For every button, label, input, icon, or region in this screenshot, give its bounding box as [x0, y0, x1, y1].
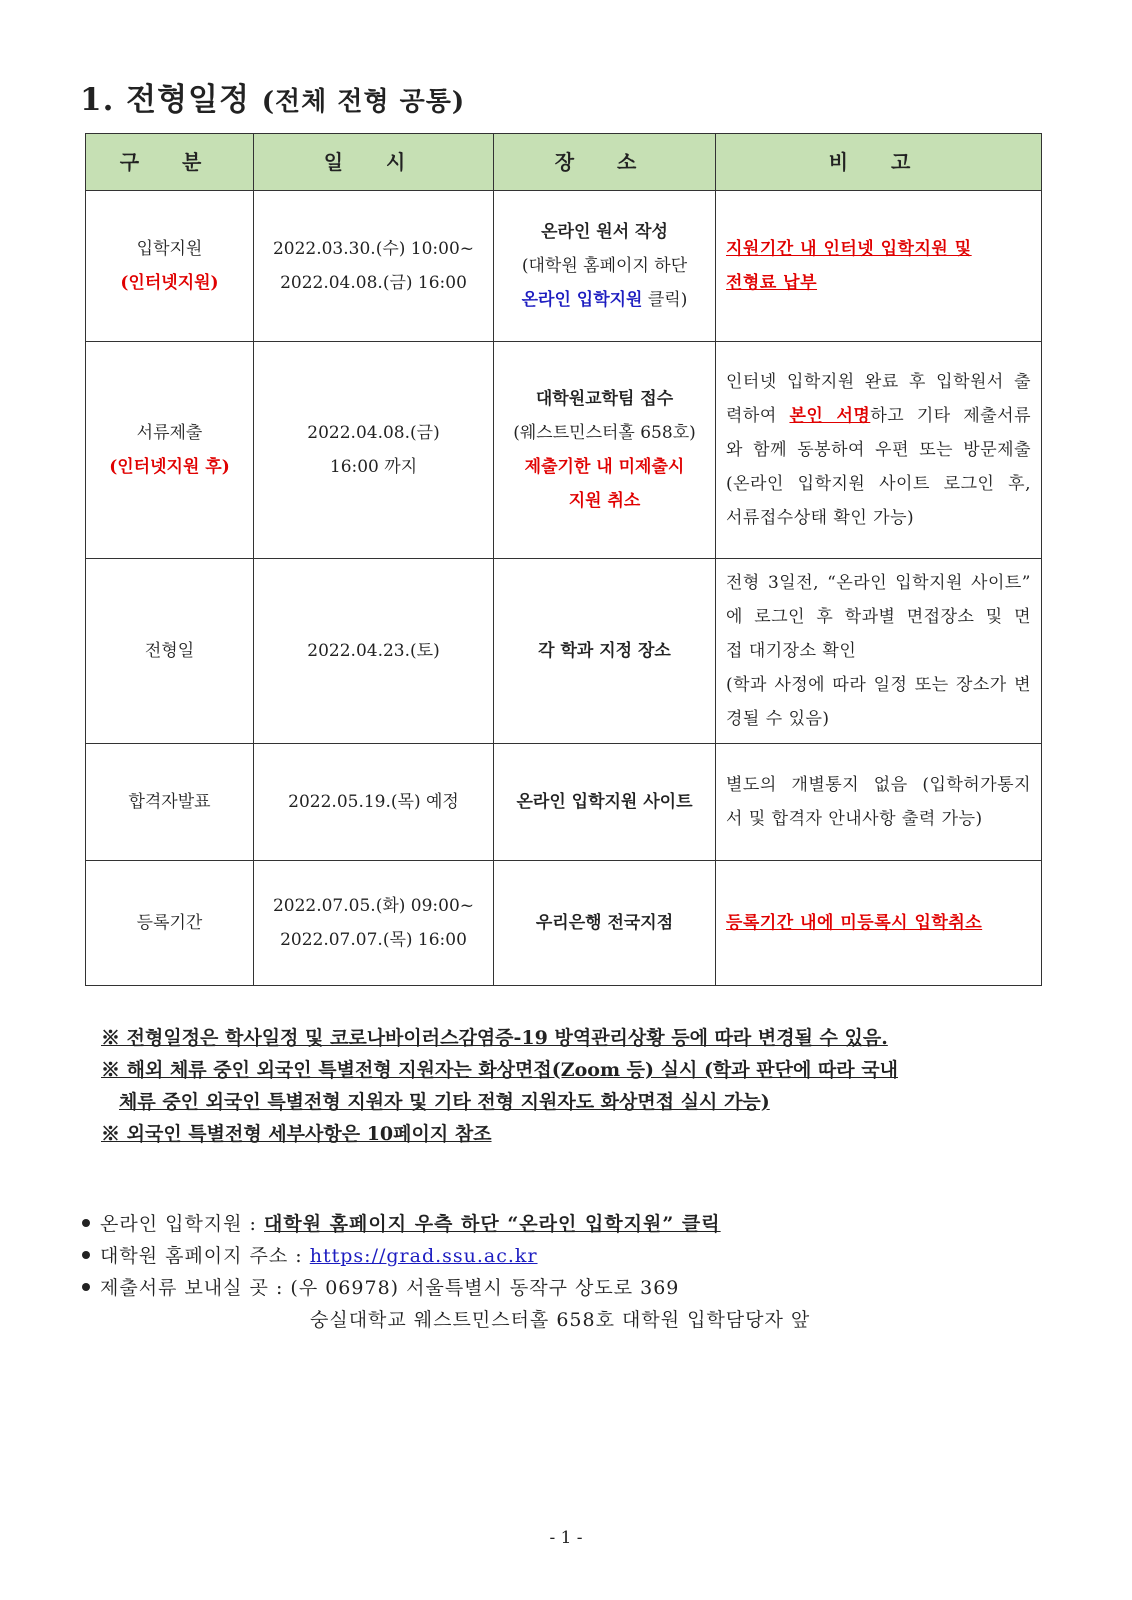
place-line: 대학원교학팀 접수: [535, 389, 674, 409]
datetime-line: 2022.03.30.(수) 10:00~: [272, 239, 475, 259]
info-label: 제출서류 보내실 곳 :: [100, 1277, 291, 1299]
note-line: 전형 3일전, “온라인 입학지원 사이트”: [726, 573, 1031, 593]
category-label: 서류제출: [136, 423, 203, 443]
note-line: 접 대기장소 확인: [726, 641, 857, 661]
homepage-link[interactable]: https://grad.ssu.ac.kr: [309, 1245, 538, 1267]
signature-emphasis: 본인 서명: [789, 406, 871, 426]
row-datetime: [254, 744, 494, 861]
table-row: [86, 559, 1042, 744]
title-main: 1. 전형일정: [80, 82, 250, 118]
note-line: 경될 수 있음): [726, 709, 830, 729]
row-datetime: [254, 559, 494, 744]
info-row-homepage: [80, 1240, 810, 1272]
place-line: (대학원 홈페이지 하단: [521, 256, 688, 276]
row-place: [494, 191, 716, 342]
note-line: 별도의 개별통지 없음 (입학허가통지: [726, 775, 1031, 795]
row-place: [494, 342, 716, 559]
place-line: 온라인 원서 작성: [541, 222, 668, 242]
schedule-table: [85, 133, 1042, 986]
row-note: [716, 559, 1042, 744]
row-category: [86, 342, 254, 559]
note-line: [726, 399, 1031, 433]
place-line: 우리은행 전국지점: [535, 913, 674, 933]
info-row-address: [80, 1272, 810, 1304]
bullet-icon: [82, 1251, 90, 1259]
row-category: [86, 191, 254, 342]
row-note: [716, 342, 1042, 559]
table-header-row: [86, 134, 1042, 191]
note-text: 력하여: [726, 406, 790, 426]
address-line: (우 06978) 서울특별시 동작구 상도로 369: [290, 1277, 680, 1299]
datetime-line: 2022.05.19.(목) 예정: [288, 792, 459, 812]
datetime-line: 2022.07.05.(화) 09:00~: [272, 896, 475, 916]
contact-info: [80, 1208, 810, 1336]
online-apply-link[interactable]: 온라인 입학지원: [521, 290, 643, 310]
row-category: [86, 559, 254, 744]
table-row: [86, 861, 1042, 986]
note-line: (온라인 입학지원 사이트 로그인 후,: [726, 474, 1031, 494]
page-title: [80, 74, 465, 119]
category-label: 입학지원: [136, 239, 203, 259]
row-datetime: [254, 861, 494, 986]
header-note: 비 고: [716, 134, 1042, 191]
place-line: 온라인 입학지원 사이트: [516, 792, 693, 812]
notice-line: ※ 외국인 특별전형 세부사항은 10페이지 참조: [101, 1123, 492, 1145]
notice-section: [101, 1022, 1061, 1150]
note-line: 전형료 납부: [726, 273, 818, 293]
category-sub: (인터넷지원): [120, 273, 219, 293]
row-datetime: [254, 191, 494, 342]
datetime-line: 2022.04.08.(금): [307, 423, 440, 443]
notice-line: 체류 중인 외국인 특별전형 지원자 및 기타 전형 지원자도 화상면접 실시 가능): [119, 1091, 770, 1113]
header-place: 장 소: [494, 134, 716, 191]
note-line: 와 함께 동봉하여 우편 또는 방문제출: [726, 440, 1031, 460]
place-line: (웨스트민스터홀 658호): [513, 423, 696, 443]
table-row: [86, 744, 1042, 861]
note-line: 서류접수상태 확인 가능): [726, 508, 915, 528]
info-label: 온라인 입학지원 :: [100, 1213, 264, 1235]
place-line: [494, 283, 715, 317]
note-line: 지원기간 내 인터넷 입학지원 및: [726, 239, 972, 259]
datetime-line: 2022.04.08.(금) 16:00: [280, 273, 467, 293]
category-sub: (인터넷지원 후): [109, 457, 230, 477]
category-label: 전형일: [144, 641, 195, 661]
row-place: [494, 744, 716, 861]
row-datetime: [254, 342, 494, 559]
page-number: - 1 -: [549, 1528, 583, 1548]
place-line: 각 학과 지정 장소: [538, 641, 671, 661]
address-line-2: 숭실대학교 웨스트민스터홀 658호 대학원 입학담당자 앞: [310, 1309, 811, 1331]
category-label: 등록기간: [136, 913, 203, 933]
datetime-line: 16:00 까지: [329, 457, 418, 477]
row-category: [86, 744, 254, 861]
row-place: [494, 861, 716, 986]
info-value: 대학원 홈페이지 우측 하단 “온라인 입학지원” 클릭: [264, 1213, 721, 1235]
row-note: [716, 861, 1042, 986]
datetime-line: 2022.07.07.(목) 16:00: [280, 930, 467, 950]
info-label: 대학원 홈페이지 주소 :: [100, 1245, 310, 1267]
note-line: 서 및 합격자 안내사항 출력 가능): [726, 809, 983, 829]
notice-line: ※ 전형일정은 학사일정 및 코로나바이러스감염증-19 방역관리상황 등에 따라 변경될 수 있음.: [101, 1027, 888, 1049]
row-note: [716, 744, 1042, 861]
table-row: [86, 342, 1042, 559]
info-row-online: [80, 1208, 810, 1240]
place-text: 클릭): [642, 290, 688, 310]
datetime-line: 2022.04.23.(토): [307, 641, 440, 661]
row-place: [494, 559, 716, 744]
note-line: 에 로그인 후 학과별 면접장소 및 면: [726, 607, 1031, 627]
bullet-icon: [82, 1283, 90, 1291]
notice-line: ※ 해외 체류 중인 외국인 특별전형 지원자는 화상면접(Zoom 등) 실시 (학과 판단에 따라 국내: [101, 1059, 898, 1081]
header-datetime: 일 시: [254, 134, 494, 191]
note-line: (학과 사정에 따라 일정 또는 장소가 변: [726, 675, 1031, 695]
row-note: [716, 191, 1042, 342]
bullet-icon: [82, 1219, 90, 1227]
category-label: 합격자발표: [128, 792, 211, 812]
place-line: 지원 취소: [568, 491, 641, 511]
row-category: [86, 861, 254, 986]
title-sub: (전체 전형 공통): [261, 87, 466, 117]
header-category: 구 분: [86, 134, 254, 191]
table-row: [86, 191, 1042, 342]
note-text: 하고 기타 제출서류: [870, 406, 1032, 426]
note-line: 등록기간 내에 미등록시 입학취소: [726, 913, 983, 933]
note-line: 인터넷 입학지원 완료 후 입학원서 출: [726, 372, 1031, 392]
place-line: 제출기한 내 미제출시: [524, 457, 685, 477]
